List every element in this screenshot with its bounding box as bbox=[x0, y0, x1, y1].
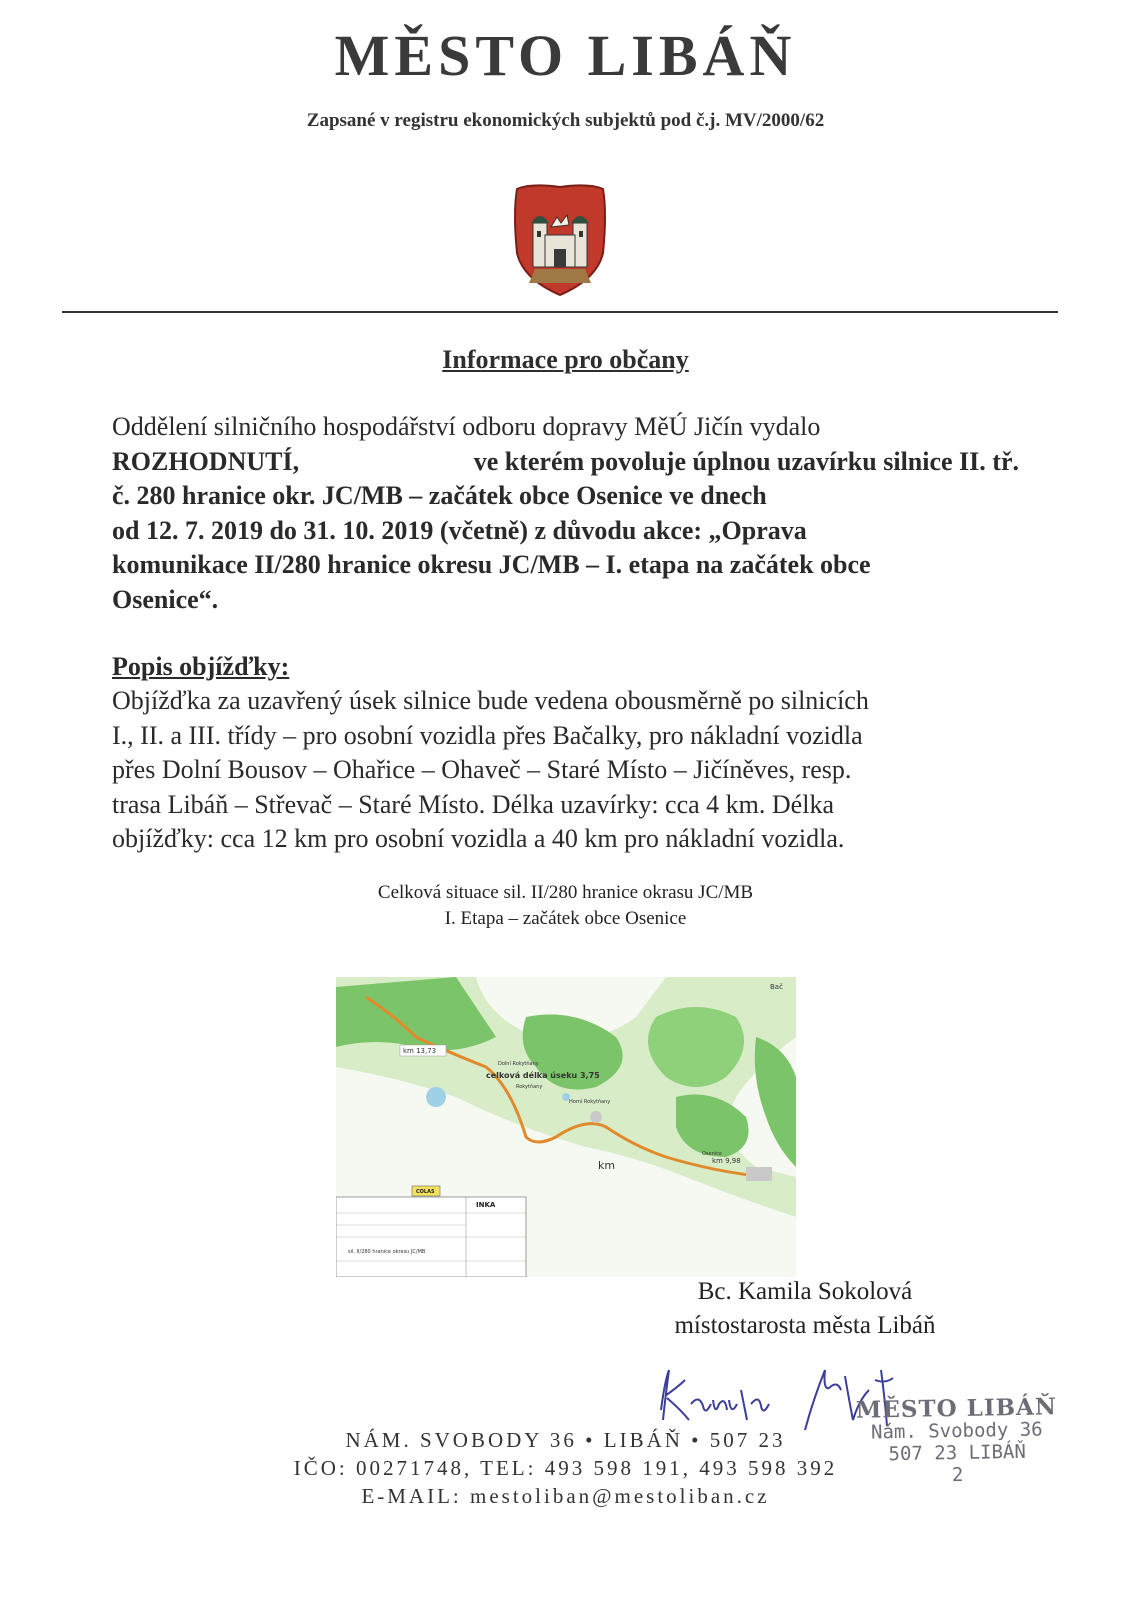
signer-role: místostarosta města Libáň bbox=[674, 1312, 936, 1339]
map-caption-line1: Celková situace sil. II/280 hranice okrasu JC/MB bbox=[377, 882, 754, 903]
notice-line-6: Osenice“. bbox=[112, 584, 219, 614]
footer-contacts: IČO: 00271748, TEL: 493 598 191, 493 598 392 bbox=[293, 1456, 838, 1480]
stamp-line-2: Nám. Svobody 36 bbox=[870, 1418, 1043, 1444]
notice-heading: Informace pro občany bbox=[442, 345, 689, 374]
map-label-total: celková délka úseku 3,75 bbox=[486, 1071, 600, 1080]
map-label-bac: Bač bbox=[770, 983, 783, 991]
stamp-line-4: 2 bbox=[951, 1463, 964, 1487]
map-caption-line2: I. Etapa – začátek obce Osenice bbox=[444, 908, 687, 929]
map-label-horni: Horní Rokytňany bbox=[569, 1099, 611, 1105]
stamp-line-1: MĚSTO LIBÁŇ bbox=[855, 1393, 1058, 1424]
coat-of-arms-icon bbox=[511, 183, 609, 297]
detour-paragraph bbox=[112, 684, 1019, 857]
stamp-line-3: 507 23 LIBÁŇ bbox=[888, 1440, 1027, 1466]
signer-name: Bc. Kamila Sokolová bbox=[697, 1278, 913, 1305]
map-legend-road: sil. II/280 hranice okresu JC/MB bbox=[348, 1249, 426, 1255]
notice-paragraph bbox=[112, 410, 1019, 618]
town-title: MĚSTO LIBÁŇ bbox=[334, 23, 797, 88]
map-label-km: km bbox=[598, 1159, 616, 1172]
notice-line-4: od 12. 7. 2019 do 31. 10. 2019 (včetně) z důvodu akce: „Oprava bbox=[112, 515, 807, 545]
detour-line-5: objížďky: cca 12 km pro osobní vozidla a 40 km pro nákladní vozidla. bbox=[112, 824, 845, 854]
map-stamp-inka: INKA bbox=[476, 1201, 496, 1209]
footer-address: NÁM. SVOBODY 36 • LIBÁŇ • 507 23 bbox=[345, 1428, 786, 1452]
notice-line-1: Oddělení silničního hospodářství odboru dopravy MěÚ Jičín vydalo bbox=[112, 412, 821, 441]
registry-note: Zapsané v registru ekonomických subjektů pod č.j. MV/2000/62 bbox=[306, 110, 825, 131]
detour-heading: Popis objížďky: bbox=[112, 652, 290, 681]
detour-line-2: I., II. a III. třídy – pro osobní vozidla přes Bačalky, pro nákladní vozidla bbox=[112, 720, 863, 750]
footer-email: E-MAIL: mestoliban@mestoliban.cz bbox=[361, 1484, 770, 1508]
closure-map bbox=[336, 977, 796, 1277]
map-label-km-start: km 13,73 bbox=[403, 1047, 437, 1055]
map-label-rokytnany: Rokytňany bbox=[516, 1084, 543, 1090]
notice-line-3: č. 280 hranice okr. JC/MB – začátek obce Osenice ve dnech bbox=[112, 481, 767, 511]
map-label-km-end: km 9,98 bbox=[712, 1157, 741, 1165]
map-stamp-colas: COLAS bbox=[416, 1189, 435, 1195]
header-divider bbox=[62, 311, 1058, 313]
map-label-osenice: Osenice bbox=[702, 1151, 722, 1157]
detour-line-4: trasa Libáň – Střevač – Staré Místo. Délka uzavírky: cca 4 km. Délka bbox=[112, 789, 834, 819]
notice-line-5: komunikace II/280 hranice okresu JC/MB – I. etapa na začátek obce bbox=[112, 550, 871, 580]
detour-line-3: přes Dolní Bousov – Ohařice – Ohaveč – Staré Místo – Jičíněves, resp. bbox=[112, 755, 852, 785]
map-label-dolni: Dolní Rokytňany bbox=[498, 1061, 539, 1067]
notice-line-2: ROZHODNUTÍ, ve kterém povoluje úplnou uzavírku silnice II. tř. bbox=[112, 446, 1019, 476]
detour-line-1: Objížďka za uzavřený úsek silnice bude vedena obousměrně po silnicích bbox=[112, 686, 869, 715]
